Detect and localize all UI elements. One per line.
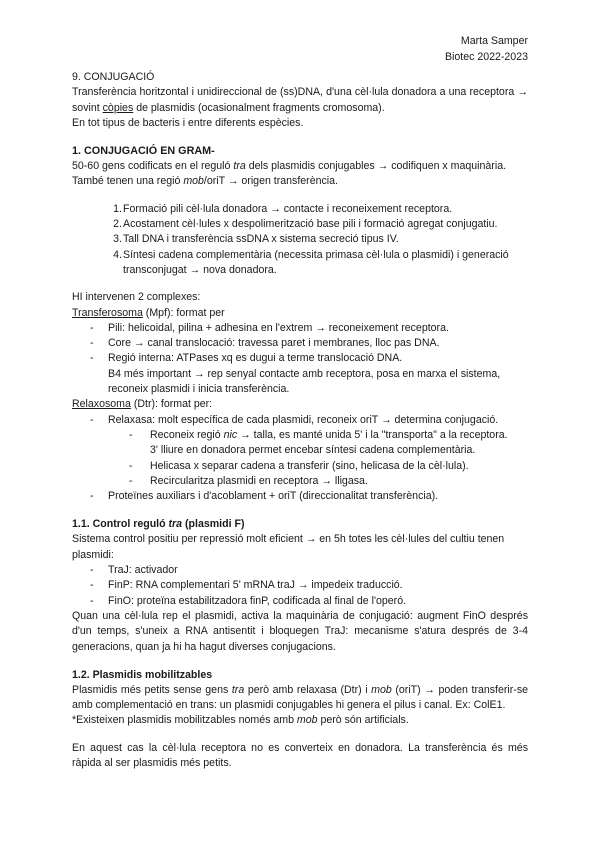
relaxosoma-list xyxy=(72,413,528,505)
page-header xyxy=(445,33,528,65)
document-body xyxy=(72,70,528,771)
mobil-paragraph-1: Plasmidis més petits sense gens tra però amb relaxasa (Dtr) i mob (oriT) → poden transferir-se amb complementació en trans: un plasmidi conjugables hi genera el pilus i canal. Ex: ColE1. xyxy=(72,683,529,712)
conjugation-steps xyxy=(72,202,528,278)
mobil-note: *Existeixen plasmidis mobilitzables només amb mob però són artificials. xyxy=(72,714,409,727)
list-item: - Regió interna: ATPases xq es dugui a terme translocació DNA. B4 més important → rep senyal contacte amb receptora, posa en marxa el sistema, reconeix plasmidi i inicia transferència. xyxy=(90,352,501,396)
transferosoma-list xyxy=(72,321,528,397)
mobil-heading: 1.2. Plasmidis mobilitzables xyxy=(72,668,213,681)
list-item: - Pili: helicoidal, pilina + adhesina en l'extrem → reconeixement receptora. xyxy=(90,321,449,334)
list-item: - Core → canal translocació: travessa paret i membranes, lloc pas DNA. xyxy=(90,337,440,350)
copies-underlined: còpies xyxy=(102,101,134,114)
list-item: 2. Acostament cèl·lules x despolimerització base pili i formació agregat conjugatiu. xyxy=(113,218,498,231)
list-item: 4. Síntesi cadena complementària (necessita primasa cèl·lula o plasmidi) i generació transconjugat → nova donadora. xyxy=(113,248,509,276)
gram-heading: 1. CONJUGACIÓ EN GRAM- xyxy=(72,145,215,158)
gram-paragraph-2: També tenen una regió mob/oriT → origen transferència. xyxy=(72,175,338,188)
mobil-paragraph-2: En aquest cas la cèl·lula receptora no es converteix en donadora. La transferència és més ràpida al ser plasmidis més petits. xyxy=(72,741,528,769)
control-paragraph-1: Sistema control positiu per repressió molt eficient → en 5h totes les cèl·lules del cultiu tenen plasmidi: xyxy=(72,533,505,561)
control-paragraph-2: Quan una cèl·lula rep el plasmidi, activa la maquinària de conjugació: augment FinO després d'un temps, s'uneix a RNA antisentit i bloquegen TraJ: mecanisme s'atura després de 3-4 generacions, quan ja hi ha hagut diverses conjugacions. xyxy=(72,609,528,653)
list-item: - TraJ: activador xyxy=(90,564,178,577)
relaxosoma-title: Relaxosoma (Dtr): format per: xyxy=(72,398,213,411)
control-heading: 1.1. Control reguló tra (plasmidi F) xyxy=(72,518,245,531)
list-item: - Relaxasa: molt específica de cada plasmidi, reconeix oriT → determina conjugació. - Reconeix regió nic → talla, es manté unida 5' i la "transporta" a la receptora. 3' lliure en donadora permet encebar síntesi cadena complementària. - Helicasa x separar cadena a transferir (sino, helicasa de la cèl·lula). - Recircularitza plasmidi en receptora → lligasa. xyxy=(72,413,528,489)
course-label: Biotec 2022-2023 xyxy=(444,51,528,63)
complexes-intro: HI intervenen 2 complexes: xyxy=(72,291,201,304)
gram-paragraph-1: 50-60 gens codificats en el reguló tra dels plasmidis conjugables → codifiquen x maquinària. xyxy=(72,160,507,173)
list-item: 1. Formació pili cèl·lula donadora → contacte i reconeixement receptora. xyxy=(113,202,453,215)
section-title: 9. CONJUGACIÓ xyxy=(72,71,155,83)
list-item: - Reconeix regió nic → talla, es manté unida 5' i la "transporta" a la receptora. 3' lliure en donadora permet encebar síntesi cadena complementària. xyxy=(129,428,508,457)
control-list xyxy=(72,563,528,609)
transferosoma-title: Transferosoma (Mpf): format per xyxy=(72,306,225,319)
intro-scope: En tot tipus de bacteris i entre diferents espècies. xyxy=(72,116,304,129)
list-item: - FinP: RNA complementari 5' mRNA traJ → impedeix traducció. xyxy=(90,579,403,592)
author-name: Marta Samper xyxy=(460,35,528,47)
intro-paragraph: Transferència horitzontal i unidireccional de (ss)DNA, d'una cèl·lula donadora a una receptora → sovint còpies de plasmidis (ocasionalment fragments cromosoma). xyxy=(72,86,528,114)
relaxasa-sublist xyxy=(108,428,528,489)
list-item: - Recircularitza plasmidi en receptora → lligasa. xyxy=(129,474,368,487)
list-item: - Proteïnes auxiliars i d'acoblament + oriT (direccionalitat transferència). xyxy=(90,490,439,503)
list-item: - FinO: proteïna estabilitzadora finP, codificada al final de l'operó. xyxy=(90,594,407,607)
list-item: 3. Tall DNA i transferència ssDNA x sistema secreció tipus IV. xyxy=(113,233,399,246)
list-item: - Helicasa x separar cadena a transferir (sino, helicasa de la cèl·lula). xyxy=(129,459,469,472)
